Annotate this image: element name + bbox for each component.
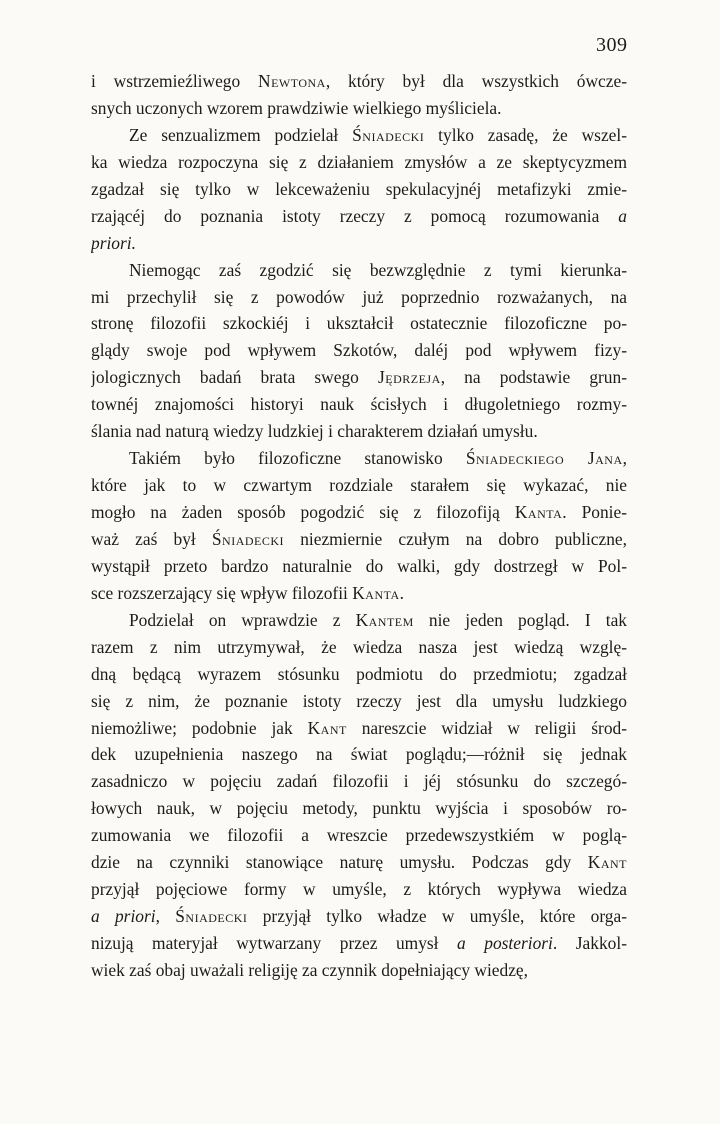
- text-line: [91, 607, 627, 634]
- text-line: [91, 526, 627, 553]
- text-run: które jak to w czwartym rozdziale starałem się wykazać, nie: [91, 475, 627, 496]
- text-run: mogło na żaden sposób pogodzić się z filozofiją: [91, 502, 515, 522]
- text-run: rzającéj do poznania istoty rzeczy z pomocą rozumowania: [91, 205, 619, 226]
- small-caps-name: Śniadecki: [352, 124, 425, 145]
- text-run: . Ponie-: [562, 502, 627, 522]
- italic-text: a: [618, 205, 627, 226]
- text-run: ,: [155, 906, 176, 927]
- text-run: mi przechylił się z powodów już poprzednio rozważanych, na: [91, 286, 627, 307]
- text-run: , który był dla wszystkich ówcze-: [325, 71, 627, 91]
- text-run: nie jeden pogląd. I tak: [413, 609, 627, 630]
- text-line: [91, 418, 627, 445]
- text-line: [91, 445, 627, 472]
- text-line: [91, 553, 627, 580]
- small-caps-name: Śniadecki: [175, 906, 248, 927]
- text-run: przyjął tylko władze w umyśle, które orga-: [247, 906, 627, 927]
- text-run: się z nim, że poznanie istoty rzeczy jest dla umysłu ludzkiego: [91, 690, 627, 711]
- text-line: [91, 472, 627, 499]
- text-run: zumowania we filozofii a wreszcie przedewszystkiém w poglą-: [91, 825, 627, 846]
- text-run: dzie na czynniki stanowiące naturę umysłu. Podczas gdy: [91, 852, 588, 873]
- small-caps-name: Kantem: [355, 609, 414, 630]
- text-run: nizują materyjał wytwarzany przez umysł: [91, 933, 458, 953]
- text-line: [91, 499, 627, 526]
- text-run: Niemogąc zaś zgodzić się bezwzględnie z tymi kierunka-: [129, 259, 627, 280]
- text-line: [91, 68, 627, 95]
- text-run: dną będącą wyrazem stósunku podmiotu do przedmiotu; zgadzał: [91, 663, 627, 684]
- paragraph: [91, 122, 627, 257]
- text-run: ślania nad naturą wiedzy ludzkiej i charakterem działań umysłu.: [91, 421, 538, 442]
- text-line: [91, 257, 627, 284]
- text-run: niemożliwe; podobnie jak: [91, 717, 308, 738]
- text-run: , na podstawie grun-: [440, 367, 627, 388]
- text-run: sce rozszerzający się wpływ filozofii: [91, 582, 353, 603]
- text-run: zasadniczo w pojęciu zadań filozofii i jéj stósunku do szczegó-: [91, 771, 627, 792]
- text-run: jologicznych badań brata swego: [91, 367, 378, 388]
- text-run: .: [399, 582, 405, 603]
- paragraph: [91, 257, 627, 446]
- text-line: [91, 930, 627, 957]
- small-caps-name: Kanta: [352, 582, 400, 603]
- text-run: wystąpił przeto bardzo naturalnie do walki, gdy dostrzegł w Pol-: [91, 555, 627, 576]
- text-run: ka wiedza rozpoczyna się z działaniem zmysłów a ze skeptycyzmem: [91, 151, 627, 172]
- text-run: tylko zasadę, że wszel-: [424, 124, 627, 145]
- text-run: waż zaś był: [91, 528, 212, 549]
- small-caps-name: Kant: [587, 852, 627, 873]
- text-line: [91, 634, 627, 661]
- text-run: Podzielał on wprawdzie z: [129, 609, 356, 630]
- text-line: [91, 176, 627, 203]
- small-caps-name: Kanta: [514, 502, 563, 522]
- paragraph: [91, 607, 627, 984]
- text-run: Ze senzualizmem podzielał: [129, 124, 353, 145]
- small-caps-name: Kant: [307, 717, 347, 738]
- text-run: nareszcie widział w religii środ-: [346, 717, 627, 738]
- text-run: zgadzał się tylko w lekceważeniu spekulacyjnéj metafizyki zmie-: [91, 178, 627, 199]
- small-caps-name: Śniadeckiego Jana: [465, 448, 623, 469]
- small-caps-name: Śniadecki: [211, 528, 285, 549]
- text-run: . Jakkol-: [552, 933, 627, 953]
- text-line: [91, 122, 627, 149]
- paragraph: [91, 68, 627, 122]
- text-line: [91, 768, 627, 795]
- text-line: [91, 876, 627, 903]
- text-line: [91, 795, 627, 822]
- text-run: stronę filozofii szkockiéj i ukształcił ostatecznie filozoficzne po-: [91, 313, 627, 334]
- text-line: [91, 741, 627, 768]
- text-line: [91, 203, 627, 230]
- text-run: Takiém było filozoficzne stanowisko: [129, 448, 466, 469]
- text-line: [91, 822, 627, 849]
- text-run: ,: [622, 448, 627, 469]
- text-line: [91, 310, 627, 337]
- text-run: i wstrzemieźliwego: [91, 71, 259, 91]
- text-run: glądy swoje pod wpływem Szkotów, daléj pod wpływem fizy-: [91, 340, 627, 361]
- text-run: przyjął pojęciowe formy w umyśle, z których wypływa wiedza: [91, 879, 627, 900]
- italic-text: a posteriori: [457, 933, 553, 953]
- text-line: [91, 661, 627, 688]
- text-line: [91, 284, 627, 311]
- text-line: [91, 337, 627, 364]
- text-line: [91, 957, 627, 984]
- body-text: [91, 68, 627, 984]
- italic-text: a priori: [91, 906, 156, 927]
- italic-text: priori.: [91, 232, 136, 253]
- text-run: razem z nim utrzymywał, że wiedza nasza jest wiedzą wzglę-: [91, 636, 627, 657]
- text-run: niezmiernie czułym na dobro publiczne,: [284, 528, 627, 549]
- text-run: dek uzupełnienia naszego na świat poglądu;—różnił się jednak: [91, 744, 627, 765]
- text-line: [91, 391, 627, 418]
- small-caps-name: Jędrzeja: [377, 367, 441, 388]
- text-line: [91, 580, 627, 607]
- text-run: townéj znajomości historyi nauk ścisłych i długoletniego rozmy-: [91, 394, 627, 415]
- text-line: [91, 688, 627, 715]
- small-caps-name: Newtona: [258, 71, 326, 91]
- text-line: [91, 230, 627, 257]
- text-line: [91, 364, 627, 391]
- text-line: [91, 715, 627, 742]
- page-number: 309: [596, 34, 628, 56]
- text-run: snych uczonych wzorem prawdziwie wielkiego myśliciela.: [91, 97, 502, 118]
- text-line: [91, 149, 627, 176]
- text-line: [91, 849, 627, 876]
- text-line: [91, 95, 627, 122]
- text-line: [91, 903, 627, 930]
- text-run: łowych nauk, w pojęciu metody, punktu wyjścia i sposobów ro-: [91, 798, 627, 819]
- text-run: wiek zaś obaj uważali religiję za czynnik dopełniający wiedzę,: [91, 959, 528, 980]
- paragraph: [91, 445, 627, 607]
